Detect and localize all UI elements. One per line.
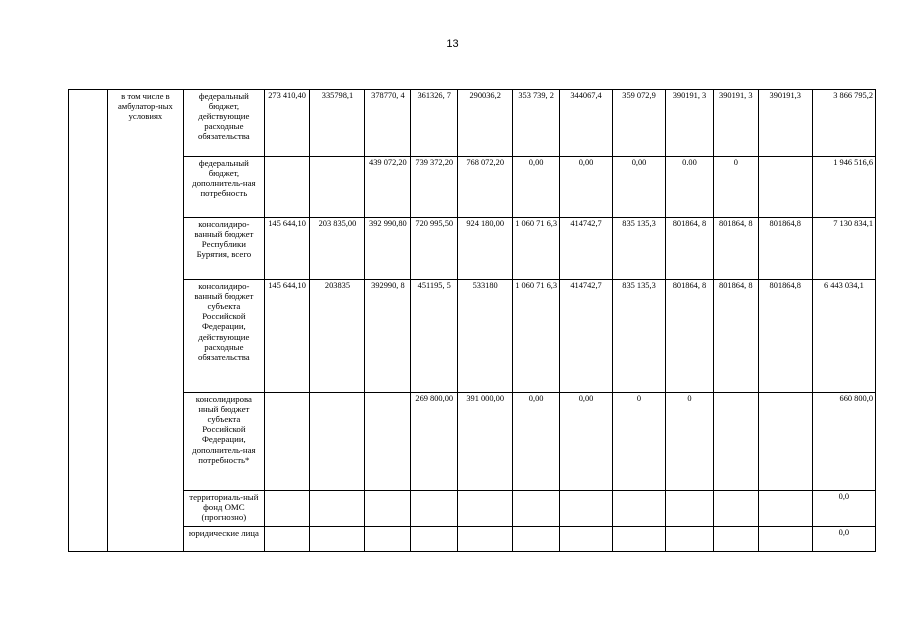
value-cell: [411, 491, 458, 527]
source-cell: федеральный бюджет, дополнитель-ная потребность: [184, 157, 264, 218]
total-cell: 0,0: [812, 527, 875, 552]
value-cell: [560, 491, 613, 527]
value-cell: 739 372,20: [411, 157, 458, 218]
value-cell: 0,00: [513, 393, 560, 491]
table-row: [69, 90, 876, 157]
total-cell: 0,0: [812, 491, 875, 527]
value-cell: [758, 491, 812, 527]
value-cell: 1 060 71 6,3: [513, 280, 560, 393]
value-cell: 378770, 4: [365, 90, 411, 157]
value-cell: 768 072,20: [458, 157, 513, 218]
table-row: [69, 157, 876, 218]
value-cell: 835 135,3: [613, 280, 666, 393]
value-cell: 353 739, 2: [513, 90, 560, 157]
value-cell: 801864,8: [758, 218, 812, 280]
value-cell: 359 072,9: [613, 90, 666, 157]
value-cell: 533180: [458, 280, 513, 393]
value-cell: 801864, 8: [666, 280, 714, 393]
value-cell: [560, 527, 613, 552]
value-cell: [758, 527, 812, 552]
value-cell: 290036,2: [458, 90, 513, 157]
source-cell: территориаль-ный фонд ОМС (прогнозно): [184, 491, 264, 527]
value-cell: 390191,3: [758, 90, 812, 157]
value-cell: 392990, 8: [365, 280, 411, 393]
value-cell: 835 135,3: [613, 218, 666, 280]
value-cell: [264, 527, 310, 552]
total-cell: 660 800,0: [812, 393, 875, 491]
value-cell: 145 644,10: [264, 280, 310, 393]
table-row: [69, 491, 876, 527]
value-cell: [310, 527, 365, 552]
value-cell: 0,00: [613, 157, 666, 218]
source-cell: консолидиро-ванный бюджет субъекта Российской Федерации, действующие расходные обязательства: [184, 280, 264, 393]
value-cell: [458, 491, 513, 527]
value-cell: 0,00: [560, 393, 613, 491]
value-cell: 0,00: [560, 157, 613, 218]
value-cell: 924 180,00: [458, 218, 513, 280]
value-cell: [713, 491, 758, 527]
value-cell: [513, 527, 560, 552]
value-cell: 390191, 3: [713, 90, 758, 157]
value-cell: 451195, 5: [411, 280, 458, 393]
table-row: [69, 218, 876, 280]
value-cell: 344067,4: [560, 90, 613, 157]
value-cell: 203835: [310, 280, 365, 393]
value-cell: [310, 393, 365, 491]
value-cell: 801864, 8: [713, 280, 758, 393]
value-cell: [666, 491, 714, 527]
value-cell: [264, 491, 310, 527]
total-cell: 7 130 834,1: [812, 218, 875, 280]
value-cell: 414742,7: [560, 280, 613, 393]
value-cell: 145 644,10: [264, 218, 310, 280]
value-cell: [613, 491, 666, 527]
page-number: 13: [446, 38, 459, 50]
value-cell: [365, 393, 411, 491]
table-row: [69, 527, 876, 552]
total-cell: 1 946 516,6: [812, 157, 875, 218]
value-cell: [758, 393, 812, 491]
value-cell: 203 835,00: [310, 218, 365, 280]
value-cell: 335798,1: [310, 90, 365, 157]
value-cell: [666, 527, 714, 552]
value-cell: [310, 157, 365, 218]
source-cell: консолидирова нный бюджет субъекта Российской Федерации, дополнитель-ная потребность*: [184, 393, 264, 491]
value-cell: [613, 527, 666, 552]
value-cell: 0,00: [513, 157, 560, 218]
value-cell: 0: [666, 393, 714, 491]
value-cell: [365, 527, 411, 552]
value-cell: 269 800,00: [411, 393, 458, 491]
value-cell: 390191, 3: [666, 90, 714, 157]
source-cell: юридические лица: [184, 527, 264, 552]
total-cell: 6 443 034,1: [812, 280, 875, 393]
value-cell: 0.00: [666, 157, 714, 218]
value-cell: [458, 527, 513, 552]
value-cell: [713, 393, 758, 491]
value-cell: [365, 491, 411, 527]
value-cell: 439 072,20: [365, 157, 411, 218]
value-cell: 720 995,50: [411, 218, 458, 280]
value-cell: [264, 393, 310, 491]
blank-cell: [69, 90, 108, 552]
value-cell: [310, 491, 365, 527]
table-row: [69, 280, 876, 393]
total-cell: 3 866 795,2: [812, 90, 875, 157]
source-cell: федеральный бюджет, действующие расходные обязательства: [184, 90, 264, 157]
value-cell: 392 990,80: [365, 218, 411, 280]
table-row: [69, 393, 876, 491]
value-cell: 801864, 8: [666, 218, 714, 280]
value-cell: [713, 527, 758, 552]
value-cell: 0: [613, 393, 666, 491]
budget-table: [68, 89, 876, 552]
source-cell: консолидиро-ванный бюджет Республики Бурятия, всего: [184, 218, 264, 280]
value-cell: 361326, 7: [411, 90, 458, 157]
value-cell: 801864,8: [758, 280, 812, 393]
value-cell: [758, 157, 812, 218]
value-cell: [513, 491, 560, 527]
value-cell: 0: [713, 157, 758, 218]
value-cell: 273 410,40: [264, 90, 310, 157]
value-cell: [264, 157, 310, 218]
category-cell: в том числе в амбулатор-ных условиях: [107, 90, 183, 552]
value-cell: 414742,7: [560, 218, 613, 280]
value-cell: [411, 527, 458, 552]
value-cell: 801864, 8: [713, 218, 758, 280]
value-cell: 1 060 71 6,3: [513, 218, 560, 280]
value-cell: 391 000,00: [458, 393, 513, 491]
